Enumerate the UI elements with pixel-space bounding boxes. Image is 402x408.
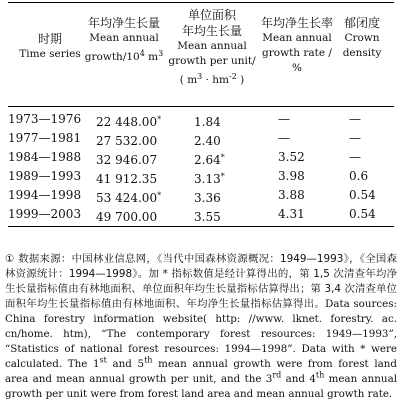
header-rate (252, 15, 342, 76)
table-row (8, 110, 394, 129)
table-footnote (5, 252, 397, 402)
cell-unit-growth: 3.55 (194, 210, 221, 224)
cell-period: 1994—1998 (8, 188, 82, 202)
cell-unit-growth: 3.13* (194, 172, 225, 186)
cell-period: 1973—1976 (8, 112, 82, 126)
cell-crown: 0.54 (349, 188, 376, 202)
cell-growth: 22 448.00* (96, 115, 162, 129)
footnote-english: Data sources: China forestry information website( http: //www. lknet. forestry. ac. cn/home. htm), “The contemporary forest resources: 1949—1993”, “Statistics of national forest resources: 1994—1998”. Data with * were calculated. The 1st and 5th mean annual growth were from forest land area and mean annual growth per unit, and the 3rd and 4th mean annual growth per unit were from forest land area and mean annual growth rate. (5, 298, 397, 400)
cell-growth: 27 532.00 (96, 134, 158, 148)
header-rate-en2: growth rate / (262, 47, 332, 59)
table-row (8, 148, 394, 167)
cell-period: 1984—1988 (8, 150, 82, 164)
header-period-cn: 时期 (37, 32, 62, 46)
cell-rate: 3.88 (278, 188, 305, 202)
cell-growth: 49 700.00 (96, 210, 158, 224)
header-growth-en1: Mean annual (89, 32, 159, 44)
table-header (8, 3, 394, 106)
header-unit-cn1: 单位面积 (187, 8, 236, 22)
header-unit-cn2: 年均生长量 (181, 24, 242, 38)
cell-crown: 0.6 (349, 169, 369, 183)
cell-unit-growth: 3.36 (194, 191, 221, 205)
footnote-chinese: ① 数据来源：中国林业信息网，《当代中国森林资源概况：1949—1993》，《全国森林资源统计：1994—1998》。加 * 指标数值是经计算得出的，第 1,5 次清查年均净生长量指标值由有林地面积、单位面积年均生长量指标估算得出；第 3,4 次清查单位面积年均生长量指标值由有林地面积、年均净生长量指标估算得出。 (5, 253, 397, 310)
cell-growth: 53 424.00* (96, 191, 162, 205)
header-growth-cn: 年均净生长量 (87, 16, 160, 30)
cell-unit-growth: 1.84 (194, 115, 221, 129)
cell-rate: — (278, 112, 290, 126)
cell-period: 1999—2003 (8, 207, 82, 221)
header-growth (84, 15, 164, 65)
header-rate-cn: 年均净生长率 (260, 16, 333, 30)
cell-unit-growth: 2.64* (194, 153, 225, 167)
cell-rate: 3.52 (278, 150, 305, 164)
cell-rate: — (278, 131, 290, 145)
cell-growth: 41 912.35 (96, 172, 158, 186)
growth-table (8, 2, 394, 227)
header-growth-en2: growth/$10^4$ $m^3$ (84, 49, 164, 63)
cell-crown: 0.54 (349, 207, 376, 221)
cell-crown: — (349, 112, 361, 126)
cell-crown: — (349, 150, 361, 164)
header-period-en: Time series (19, 48, 81, 60)
cell-rate: 4.31 (278, 207, 305, 221)
header-unit-en2: growth per unit/ (168, 55, 256, 67)
cell-rate: 3.98 (278, 169, 305, 183)
cell-crown: — (349, 131, 361, 145)
header-period (10, 31, 90, 62)
header-crown-en1: Crown (344, 32, 380, 44)
cell-period: 1989—1993 (8, 169, 82, 183)
header-unit-en1: Mean annual (177, 40, 247, 52)
table-row (8, 186, 394, 205)
table-body (8, 107, 394, 226)
header-crown-cn: 郁闭度 (343, 16, 380, 30)
header-rate-en1: Mean annual (262, 32, 332, 44)
header-rate-en3: % (292, 62, 302, 74)
cell-period: 1977—1981 (8, 131, 82, 145)
header-crown (330, 15, 394, 61)
table-row (8, 205, 394, 224)
header-crown-en2: density (342, 47, 382, 59)
table-row (8, 129, 394, 148)
table-row (8, 167, 394, 186)
cell-growth: 32 946.07 (96, 153, 158, 167)
cell-unit-growth: 2.40 (194, 134, 221, 148)
header-unit-growth (166, 7, 258, 88)
header-unit-en3: ( $m^3 \cdot hm^{-2}$ ) (179, 72, 245, 86)
